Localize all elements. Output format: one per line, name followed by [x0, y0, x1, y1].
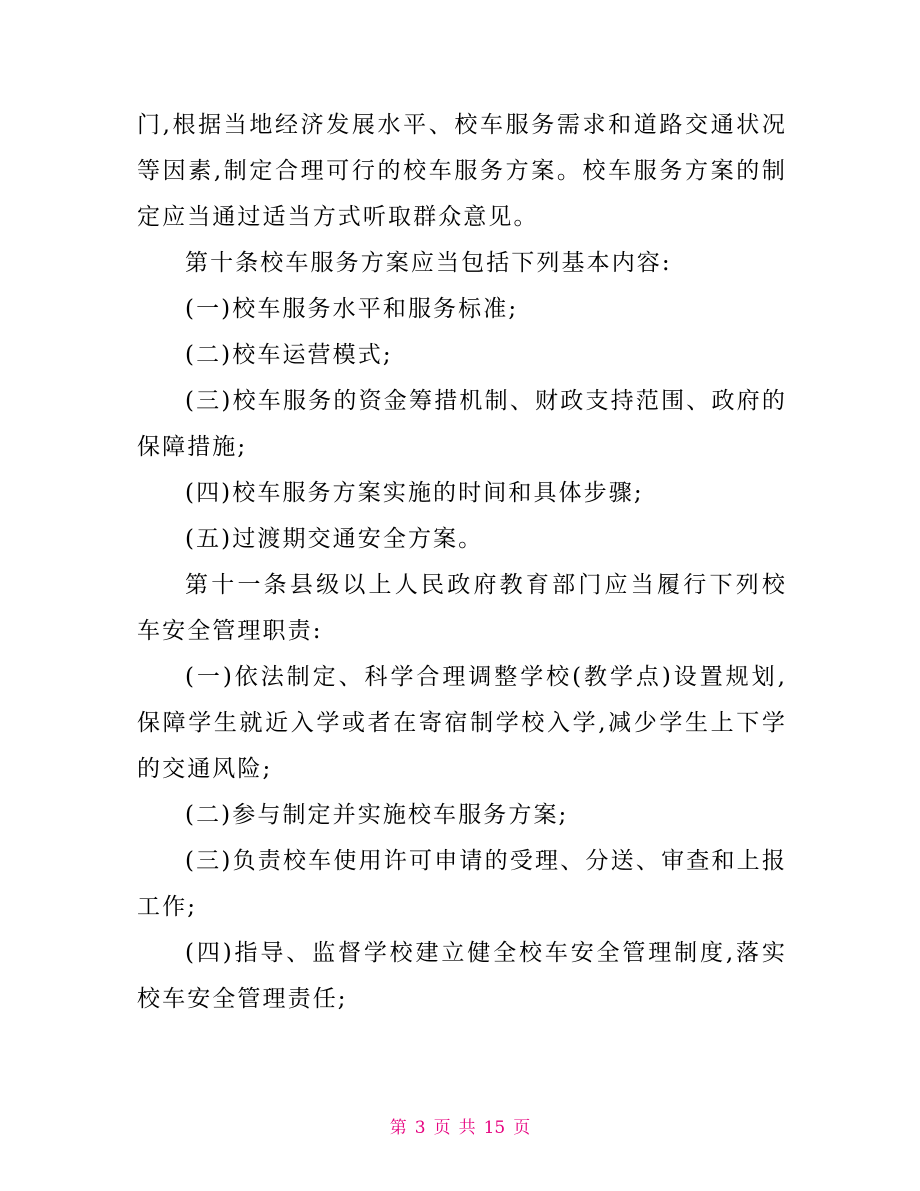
- footer-prefix: 第: [389, 1118, 407, 1138]
- article-11-item-3: (三)负责校车使用许可申请的受理、分送、审查和上报工作;: [137, 848, 787, 920]
- article-10-item-3: (三)校车服务的资金筹措机制、财政支持范围、政府的保障措施;: [137, 388, 787, 460]
- article-10-item-4: (四)校车服务方案实施的时间和具体步骤;: [185, 480, 644, 506]
- article-11-item-1: (一)依法制定、科学合理调整学校(教学点)设置规划,保障学生就近入学或者在寄宿制学校入学,减少学生上下学的交通风险;: [137, 664, 787, 782]
- footer-total-word: 共: [458, 1118, 476, 1138]
- article-11-item-2: (二)参与制定并实施校车服务方案;: [185, 802, 569, 828]
- footer-current-page: 3: [414, 1118, 426, 1138]
- article-10-item-1: (一)校车服务水平和服务标准;: [185, 296, 519, 322]
- article-11-heading: 第十一条县级以上人民政府教育部门应当履行下列校车安全管理职责:: [137, 572, 787, 644]
- article-10-item-5: (五)过渡期交通安全方案。: [185, 526, 484, 552]
- article-10-heading: 第十条校车服务方案应当包括下列基本内容:: [185, 250, 672, 276]
- page-number-footer: [0, 1113, 920, 1138]
- paragraph-continued: 门,根据当地经济发展水平、校车服务需求和道路交通状况等因素,制定合理可行的校车服务方案。校车服务方案的制定应当通过适当方式听取群众意见。: [137, 112, 787, 230]
- document-body: [137, 102, 787, 1022]
- footer-total-pages: 15: [483, 1118, 506, 1138]
- article-11-item-4: (四)指导、监督学校建立健全校车安全管理制度,落实校车安全管理责任;: [137, 940, 787, 1012]
- footer-page-word: 页: [433, 1118, 451, 1138]
- article-10-item-2: (二)校车运营模式;: [185, 342, 393, 368]
- footer-suffix: 页: [513, 1118, 531, 1138]
